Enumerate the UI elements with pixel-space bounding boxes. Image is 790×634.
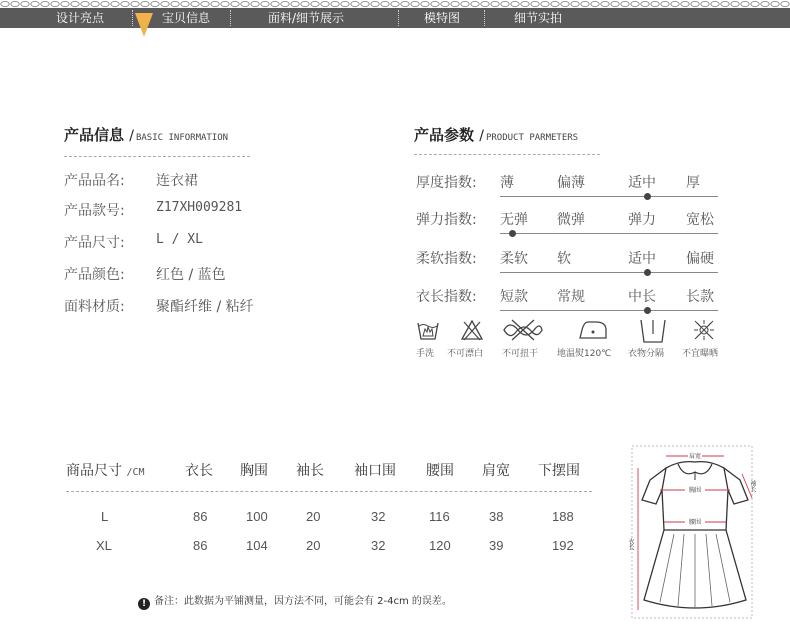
active-tab-marker <box>135 13 153 37</box>
product-params-title: 产品参数 <box>414 126 475 144</box>
param-selected-marker <box>644 193 651 200</box>
divider <box>64 156 250 157</box>
info-icon: ! <box>138 598 150 610</box>
info-value-material: 聚酯纤维 / 粘纤 <box>156 299 254 315</box>
size-table-cell: 39 <box>489 538 504 553</box>
nav-separator <box>398 10 399 26</box>
param-option: 无弹 <box>500 212 528 228</box>
nav-separator <box>230 10 231 26</box>
param-option: 偏硬 <box>686 251 714 267</box>
no-sun-dry-icon <box>692 318 716 342</box>
size-table-size-cell: L <box>101 509 109 524</box>
info-value-style-no: Z17XH009281 <box>156 200 243 215</box>
nav-decorative-border <box>0 0 790 8</box>
size-table-header: 下摆围 <box>538 463 580 479</box>
waist-label: 腰围 <box>688 520 702 526</box>
care-label-iron: 地温熨120℃ <box>557 349 612 359</box>
tab-detail-photos[interactable]: 细节实拍 <box>514 11 563 25</box>
param-option: 宽松 <box>686 212 714 228</box>
size-table-cell: 188 <box>552 509 574 524</box>
size-table-cell: 192 <box>552 538 574 553</box>
param-option: 弹力 <box>628 212 656 228</box>
param-scale-line <box>500 310 718 311</box>
care-label-hand-wash: 手洗 <box>416 349 435 359</box>
product-info-subtitle: BASIC INFORMATION <box>135 133 229 143</box>
param-option: 长款 <box>686 289 714 305</box>
param-option: 偏薄 <box>557 175 585 191</box>
param-option: 适中 <box>628 251 656 267</box>
param-selected-marker <box>644 307 651 314</box>
size-table-unit: /CM <box>126 467 145 478</box>
care-label-no-wring: 不可扭干 <box>502 349 539 359</box>
nav-separator <box>132 10 133 26</box>
info-label-color: 产品颜色: <box>64 267 125 283</box>
size-table-header: 衣长 <box>185 463 213 479</box>
info-label-size: 产品尺寸: <box>64 235 125 251</box>
no-bleach-icon <box>460 318 484 342</box>
param-option: 柔软 <box>500 251 528 267</box>
param-scale-line <box>500 196 718 197</box>
divider <box>414 154 600 155</box>
size-table-cell: 86 <box>193 538 208 553</box>
hand-wash-icon <box>416 318 440 342</box>
param-option: 薄 <box>500 175 514 191</box>
length-label: 衣长 <box>627 538 633 550</box>
param-option: 中长 <box>628 289 656 305</box>
param-option: 微弹 <box>557 212 585 228</box>
info-value-size: L / XL <box>156 232 203 247</box>
size-table-cell: 100 <box>246 509 268 524</box>
info-label-style-no: 产品款号: <box>64 203 125 219</box>
dress-measurement-diagram <box>628 440 762 622</box>
size-table-cell: 20 <box>306 509 321 524</box>
param-scale-line <box>500 272 718 273</box>
bust-label: 胸围 <box>688 488 702 494</box>
care-label-no-bleach: 不可漂白 <box>447 349 484 359</box>
size-table-cell: 32 <box>371 509 386 524</box>
product-params-subtitle: PRODUCT PARMETERS <box>485 133 579 143</box>
size-table-cell: 116 <box>429 509 450 524</box>
param-selected-marker <box>644 269 651 276</box>
wash-separately-icon <box>638 318 668 344</box>
param-option: 常规 <box>557 289 585 305</box>
info-label-name: 产品品名: <box>64 173 125 189</box>
product-params-heading: 产品参数 / PRODUCT PARMETERS <box>414 126 579 144</box>
size-table-header: 胸围 <box>240 463 268 479</box>
product-info-heading: 产品信息 / BASIC INFORMATION <box>64 126 229 144</box>
info-value-color: 红色 / 蓝色 <box>156 267 226 283</box>
no-wring-icon <box>502 318 544 342</box>
param-selected-marker <box>509 230 516 237</box>
tab-fabric-details[interactable]: 面料/细节展示 <box>268 11 345 25</box>
param-label: 柔软指数: <box>416 251 477 267</box>
iron-low-temp-icon <box>576 318 610 342</box>
size-table-cell: 120 <box>429 538 451 553</box>
tab-product-info[interactable]: 宝贝信息 <box>162 11 211 25</box>
sleeve-label: 袖长 <box>749 480 755 492</box>
size-table-title-text: 商品尺寸 <box>66 463 122 479</box>
size-table-size-cell: XL <box>96 538 112 553</box>
size-table-header: 袖长 <box>296 463 324 479</box>
size-table-cell: 20 <box>306 538 321 553</box>
param-label: 衣长指数: <box>416 289 477 305</box>
size-table-divider <box>66 491 592 492</box>
size-table-cell: 104 <box>246 538 268 553</box>
nav-bar <box>0 8 790 28</box>
size-table-title <box>66 460 145 480</box>
size-table-header: 腰围 <box>426 463 454 479</box>
size-table-cell: 86 <box>193 509 208 524</box>
param-option: 厚 <box>686 175 700 191</box>
info-value-name: 连衣裙 <box>156 173 198 189</box>
care-label-wash-separately: 衣物分隔 <box>628 349 665 359</box>
measurement-note <box>138 592 452 610</box>
shoulder-label: 肩宽 <box>688 454 702 460</box>
nav-separator <box>484 10 485 26</box>
size-table-header: 肩宽 <box>482 463 510 479</box>
care-label-no-sun: 不宜曝晒 <box>682 349 719 359</box>
param-label: 厚度指数: <box>416 175 477 191</box>
param-option: 短款 <box>500 289 528 305</box>
product-info-title: 产品信息 <box>64 126 125 144</box>
info-label-material: 面料材质: <box>64 299 125 315</box>
tab-model-photos[interactable]: 模特图 <box>424 11 461 25</box>
size-table-cell: 38 <box>489 509 504 524</box>
size-table-header: 袖口围 <box>354 463 396 479</box>
param-label: 弹力指数: <box>416 212 477 228</box>
param-option: 适中 <box>628 175 656 191</box>
tab-design-highlights[interactable]: 设计亮点 <box>56 11 105 25</box>
note-text: 备注：此数据为平铺测量，因方法不同，可能会有 2-4cm 的误差。 <box>154 596 452 607</box>
param-option: 软 <box>557 251 571 267</box>
param-scale-line <box>500 233 718 234</box>
size-table-cell: 32 <box>371 538 386 553</box>
